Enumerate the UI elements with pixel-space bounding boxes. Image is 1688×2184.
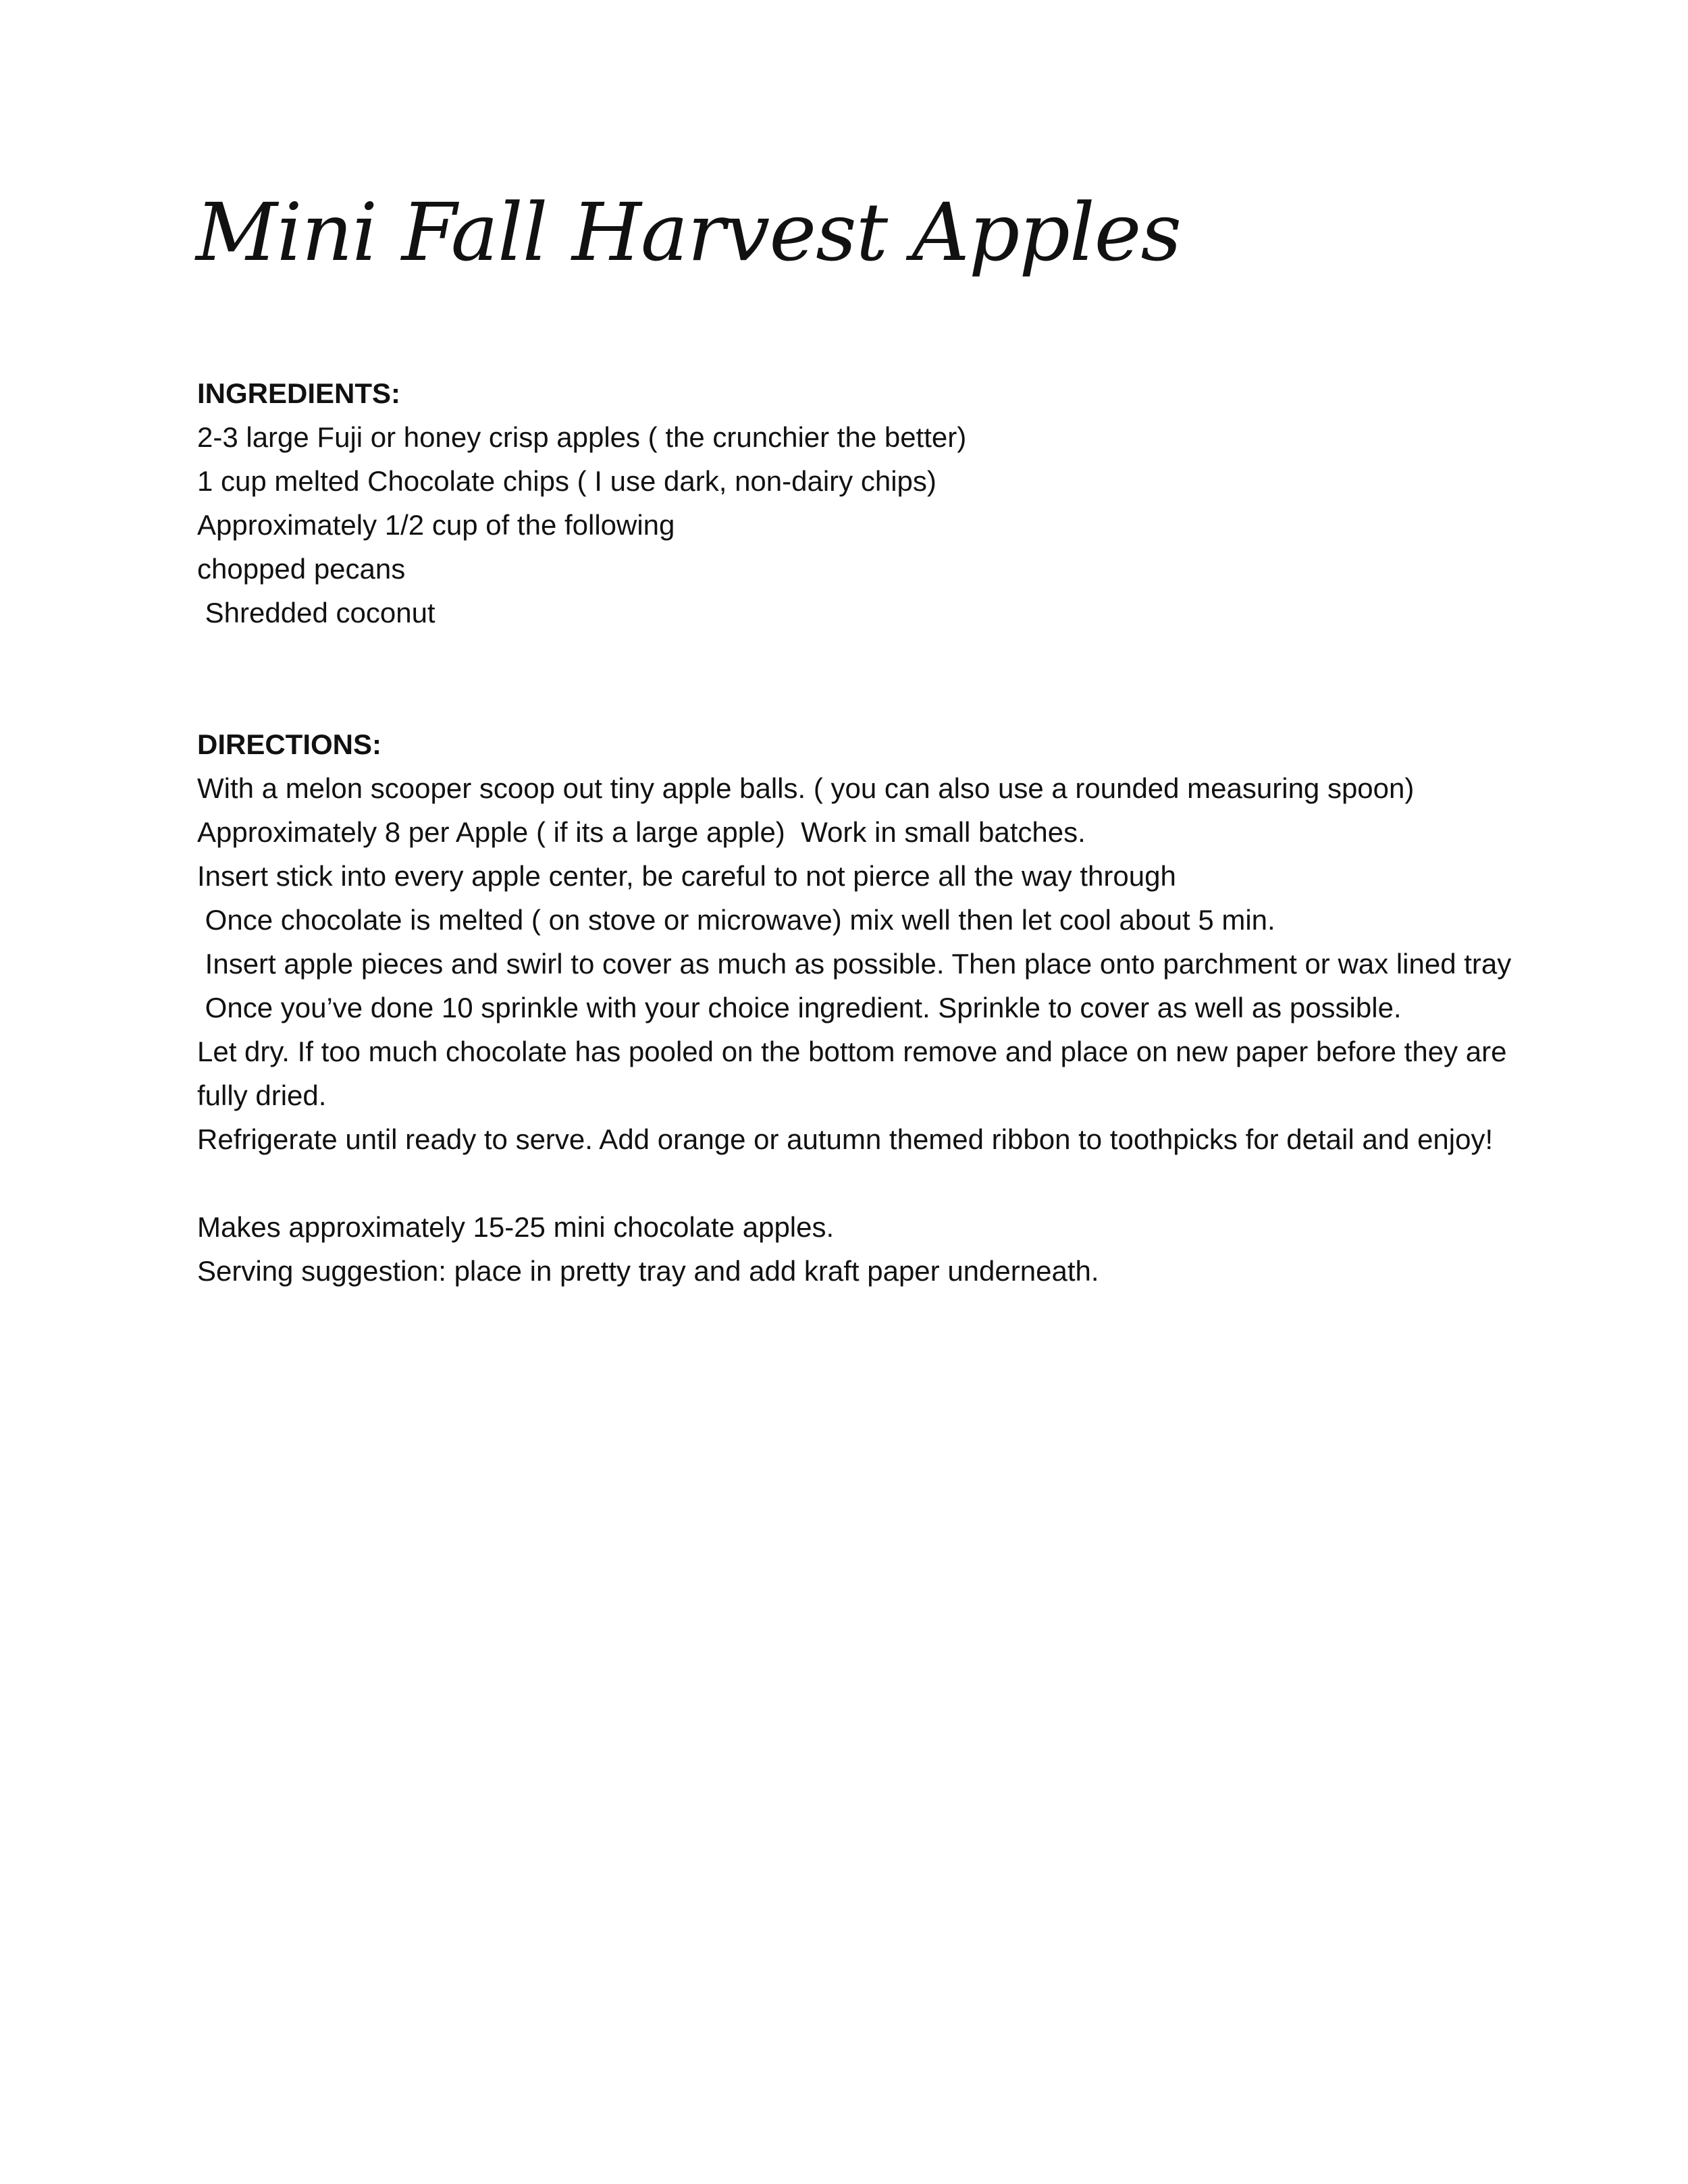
direction-step: Insert stick into every apple center, be careful to not pierce all the way through bbox=[197, 860, 1176, 892]
direction-step: Once you’ve done 10 sprinkle with your choice ingredient. Sprinkle to cover as well as possible. bbox=[197, 992, 1402, 1023]
section-spacer bbox=[197, 635, 1548, 722]
ingredients-heading: INGREDIENTS: bbox=[197, 377, 401, 409]
ingredient-item: 2-3 large Fuji or honey crisp apples ( the crunchier the better) bbox=[197, 421, 967, 453]
serving-suggestion: Serving suggestion: place in pretty tray and add kraft paper underneath. bbox=[197, 1255, 1099, 1287]
direction-step: With a melon scooper scoop out tiny apple balls. ( you can also use a rounded measuring spoon) bbox=[197, 772, 1415, 804]
ingredients-section bbox=[197, 371, 1548, 635]
direction-step: Approximately 8 per Apple ( if its a large apple) Work in small batches. bbox=[197, 816, 1086, 848]
direction-step: Insert apple pieces and swirl to cover as much as possible. Then place onto parchment or wax lined tray bbox=[197, 948, 1512, 980]
direction-step: Once chocolate is melted ( on stove or microwave) mix well then let cool about 5 min. bbox=[197, 904, 1275, 936]
direction-step: Let dry. If too much chocolate has pooled on the bottom remove and place on new paper before they are fully dried. bbox=[197, 1036, 1515, 1111]
notes-section bbox=[197, 1205, 1548, 1293]
directions-heading: DIRECTIONS: bbox=[197, 728, 381, 760]
section-spacer bbox=[197, 1161, 1548, 1205]
yield-note: Makes approximately 15-25 mini chocolate apples. bbox=[197, 1211, 835, 1243]
ingredient-item: Approximately 1/2 cup of the following bbox=[197, 509, 675, 541]
ingredient-item: chopped pecans bbox=[197, 553, 406, 585]
recipe-body bbox=[197, 371, 1548, 1293]
direction-step: Refrigerate until ready to serve. Add orange or autumn themed ribbon to toothpicks for detail and enjoy! bbox=[197, 1123, 1494, 1155]
directions-section bbox=[197, 722, 1548, 1161]
recipe-title: Mini Fall Harvest Apples bbox=[196, 186, 1182, 279]
ingredient-item: 1 cup melted Chocolate chips ( I use dark, non-dairy chips) bbox=[197, 465, 937, 497]
ingredient-item: Shredded coconut bbox=[197, 597, 436, 629]
